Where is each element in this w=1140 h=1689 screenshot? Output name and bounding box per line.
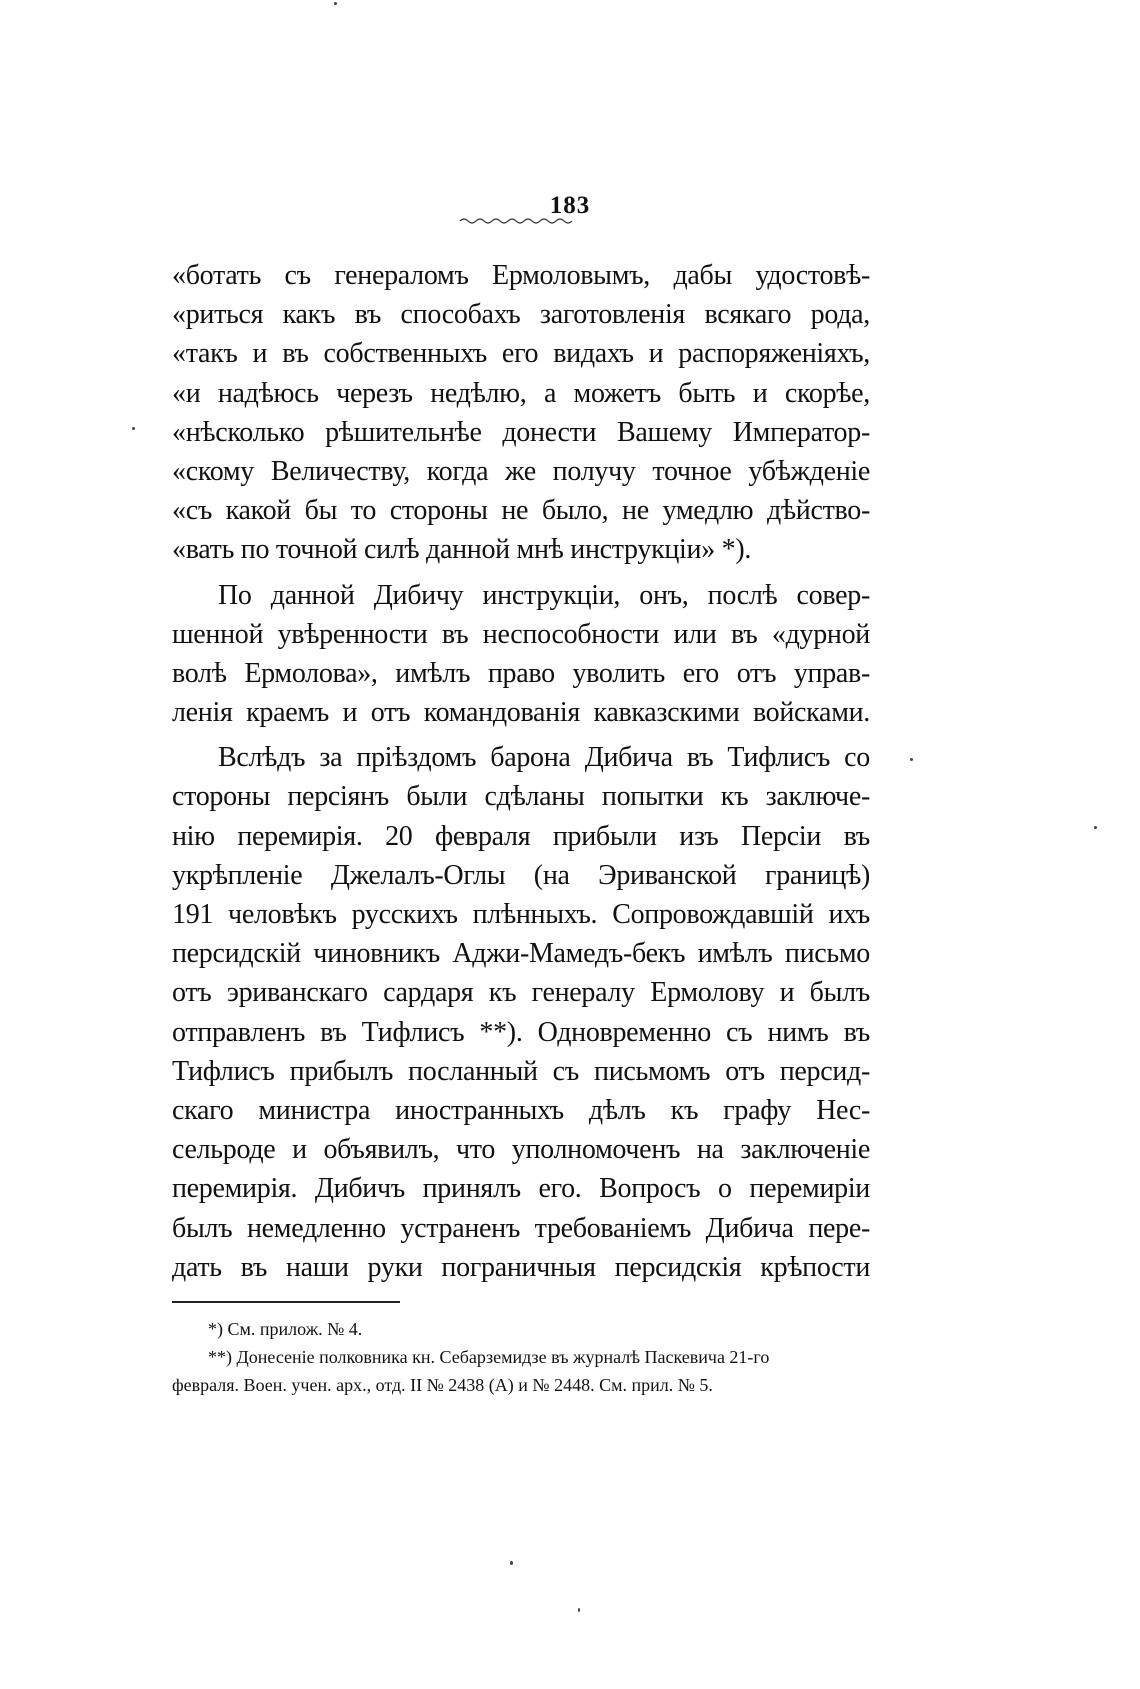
body-line: ленія краемъ и отъ командованія кавказскими войсками. bbox=[172, 697, 870, 729]
body-line: «риться какъ въ способахъ заготовленія всякаго рода, bbox=[172, 299, 870, 331]
body-line: скаго министра иностранныхъ дѣлъ къ графу Нес- bbox=[172, 1094, 870, 1126]
footnote-2: **) Донесеніе полковника кн. Себарземидзе въ журналѣ Паскевича 21-го bbox=[208, 1347, 770, 1367]
body-line: шенной увѣренности въ неспособности или въ «дурной bbox=[172, 618, 870, 650]
body-line: отъ эриванскаго сардаря къ генералу Ермолову и былъ bbox=[172, 977, 870, 1009]
page-number: 183 bbox=[549, 192, 591, 219]
footnote-1: *) См. прилож. № 4. bbox=[208, 1319, 363, 1339]
body-line: 191 человѣкъ русскихъ плѣнныхъ. Сопровождавшій ихъ bbox=[172, 899, 870, 930]
body-line: «вать по точной силѣ данной мнѣ инструкціи» *). bbox=[172, 534, 752, 566]
ornament-divider bbox=[458, 216, 578, 226]
body-line: «ботать съ генераломъ Ермоловымъ, дабы удостовѣ- bbox=[172, 260, 870, 291]
footnote-rule bbox=[172, 1301, 400, 1303]
body-line: По данной Дибичу инструкціи, онъ, послѣ совер- bbox=[218, 579, 870, 611]
scan-speck bbox=[132, 427, 135, 430]
paragraph-2 bbox=[172, 576, 870, 733]
body-line: «нѣсколько рѣшительнѣе донести Вашему Император- bbox=[172, 416, 870, 448]
body-line: перемирія. Дибичъ принялъ его. Вопросъ о перемиріи bbox=[172, 1173, 870, 1205]
body-line: сельроде и объявилъ, что уполномоченъ на заключеніе bbox=[172, 1134, 870, 1166]
body-line: «съ какой бы то стороны не было, не умедлю дѣйство- bbox=[172, 495, 870, 527]
scan-speck bbox=[578, 1608, 580, 1612]
paragraph-3 bbox=[172, 738, 870, 1287]
body-line: «такъ и въ собственныхъ его видахъ и распоряженіяхъ, bbox=[172, 338, 870, 370]
footnotes bbox=[172, 1315, 870, 1399]
body-line: персидскій чиновникъ Аджи-Мамедъ-бекъ имѣлъ письмо bbox=[172, 938, 870, 970]
body-line: стороны персіянъ были сдѣланы попытки къ заключе- bbox=[172, 781, 870, 813]
scan-speck bbox=[510, 1561, 513, 1565]
body-line: укрѣпленіе Джелалъ-Оглы (на Эриванской границѣ) bbox=[172, 859, 870, 891]
scan-speck bbox=[1094, 826, 1097, 829]
scan-speck bbox=[910, 758, 913, 761]
body-line: былъ немедленно устраненъ требованіемъ Дибича пере- bbox=[172, 1212, 870, 1244]
body-line: волѣ Ермолова», имѣлъ право уволить его отъ управ- bbox=[172, 657, 870, 689]
footnote-2-continuation: февраля. Воен. учен. арх., отд. II № 2438 (А) и № 2448. См. прил. № 5. bbox=[172, 1375, 713, 1395]
body-line: отправленъ въ Тифлисъ **). Одновременно съ нимъ въ bbox=[172, 1016, 870, 1048]
body-line: Вслѣдъ за пріѣздомъ барона Дибича въ Тифлисъ со bbox=[218, 742, 870, 774]
body-line: «и надѣюсь черезъ недѣлю, а можетъ быть и скорѣе, bbox=[172, 377, 870, 409]
scan-speck bbox=[334, 2, 337, 5]
body-text bbox=[172, 256, 870, 1287]
body-line: «скому Величеству, когда же получу точное убѣжденіе bbox=[172, 455, 870, 487]
body-line: нію перемирія. 20 февраля прибыли изъ Персіи въ bbox=[172, 820, 870, 852]
body-line: дать въ наши руки пограничныя персидскія крѣпости bbox=[172, 1251, 870, 1283]
body-line: Тифлисъ прибылъ посланный съ письмомъ отъ персид- bbox=[172, 1055, 870, 1087]
